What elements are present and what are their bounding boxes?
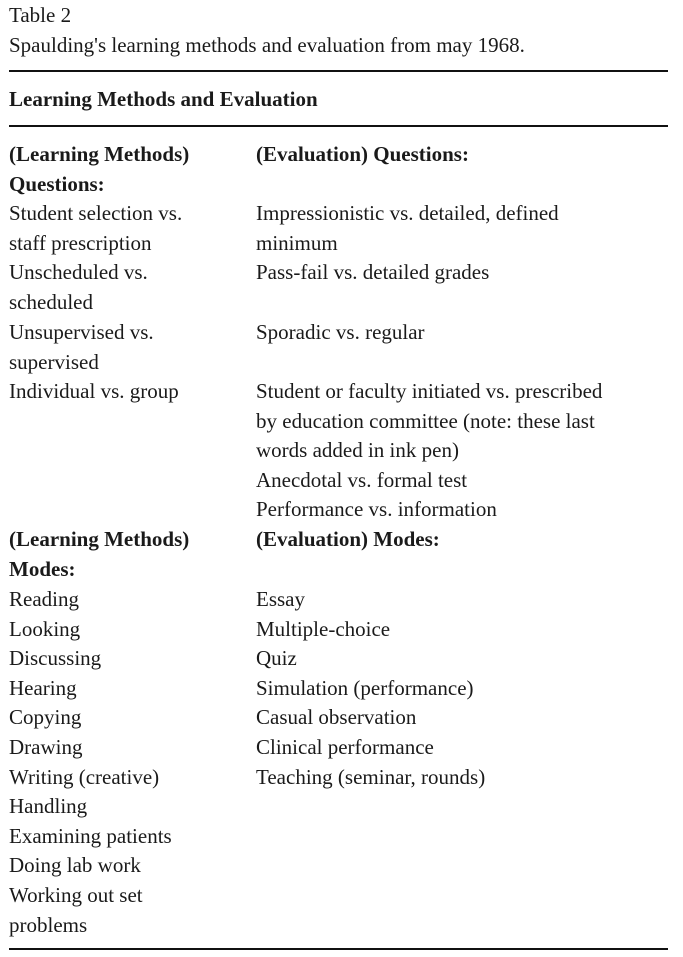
heading-line: Questions: [9, 171, 105, 196]
list-item: Drawing [9, 734, 83, 759]
cell-line: Individual vs. group [9, 379, 179, 403]
heading-line: Modes: [9, 556, 76, 581]
learning-modes-list [9, 585, 249, 940]
cell-line: words added in ink pen) [256, 438, 459, 463]
list-item: Copying [9, 705, 82, 730]
list-item: Writing (creative) [9, 764, 160, 789]
list-item: Looking [9, 616, 81, 641]
heading-line: (Evaluation) Questions: [256, 142, 469, 166]
cell-line: Student selection vs. [9, 201, 183, 225]
cell-line: Performance vs. information [256, 497, 497, 522]
evaluation-modes-heading [256, 525, 668, 555]
list-item: Clinical performance [256, 734, 434, 759]
list-item: Reading [9, 587, 79, 611]
top-rule [9, 70, 668, 72]
cell-line: Unscheduled vs. [9, 260, 148, 284]
cell-line: Student or faculty initiated vs. prescribed [256, 379, 603, 403]
list-item: Handling [9, 794, 88, 819]
header-rule [9, 125, 668, 127]
learning-methods-questions-heading [9, 140, 249, 199]
list-item: Hearing [9, 675, 77, 700]
table-row-questions-3-right [256, 318, 668, 348]
table-row-questions-2-right [256, 258, 668, 288]
list-item: Discussing [9, 646, 102, 671]
cell-line: staff prescription [9, 230, 152, 255]
list-item: Teaching (seminar, rounds) [256, 764, 486, 789]
table-header-title: Learning Methods and Evaluation [9, 87, 318, 111]
cell-line: minimum [256, 230, 338, 255]
list-item: Quiz [256, 646, 297, 671]
list-item: Doing lab work [9, 853, 141, 878]
table-caption: Spaulding's learning methods and evaluation from may 1968. [9, 33, 525, 57]
cell-line: scheduled [9, 289, 93, 314]
table-label: Table 2 [9, 3, 72, 27]
evaluation-questions-heading [256, 140, 668, 170]
cell-line: Sporadic vs. regular [256, 320, 425, 344]
cell-line: Unsupervised vs. [9, 320, 154, 344]
list-item: problems [9, 912, 88, 937]
table-row-questions-3-left [9, 318, 249, 377]
list-item: Essay [256, 587, 305, 611]
list-item: Examining patients [9, 823, 172, 848]
cell-line: Impressionistic vs. detailed, defined [256, 201, 559, 225]
table-row-questions-4-right [256, 377, 668, 525]
list-item: Multiple-choice [256, 616, 391, 641]
heading-line: (Learning Methods) [9, 527, 190, 551]
heading-line: (Learning Methods) [9, 142, 190, 166]
cell-line: Anecdotal vs. formal test [256, 467, 468, 492]
cell-line: by education committee (note: these last [256, 408, 595, 433]
table-row-questions-2-left [9, 258, 249, 317]
list-item: Casual observation [256, 705, 417, 730]
table-row-questions-1-right [256, 199, 668, 258]
learning-methods-modes-heading [9, 525, 249, 584]
cell-line: supervised [9, 349, 99, 374]
list-item: Working out set [9, 882, 143, 907]
table-row-questions-4-left [9, 377, 249, 407]
list-item: Simulation (performance) [256, 675, 474, 700]
evaluation-modes-list [256, 585, 668, 792]
bottom-rule [9, 948, 668, 950]
cell-line: Pass-fail vs. detailed grades [256, 260, 490, 284]
table-row-questions-1-left [9, 199, 249, 258]
heading-line: (Evaluation) Modes: [256, 527, 440, 551]
